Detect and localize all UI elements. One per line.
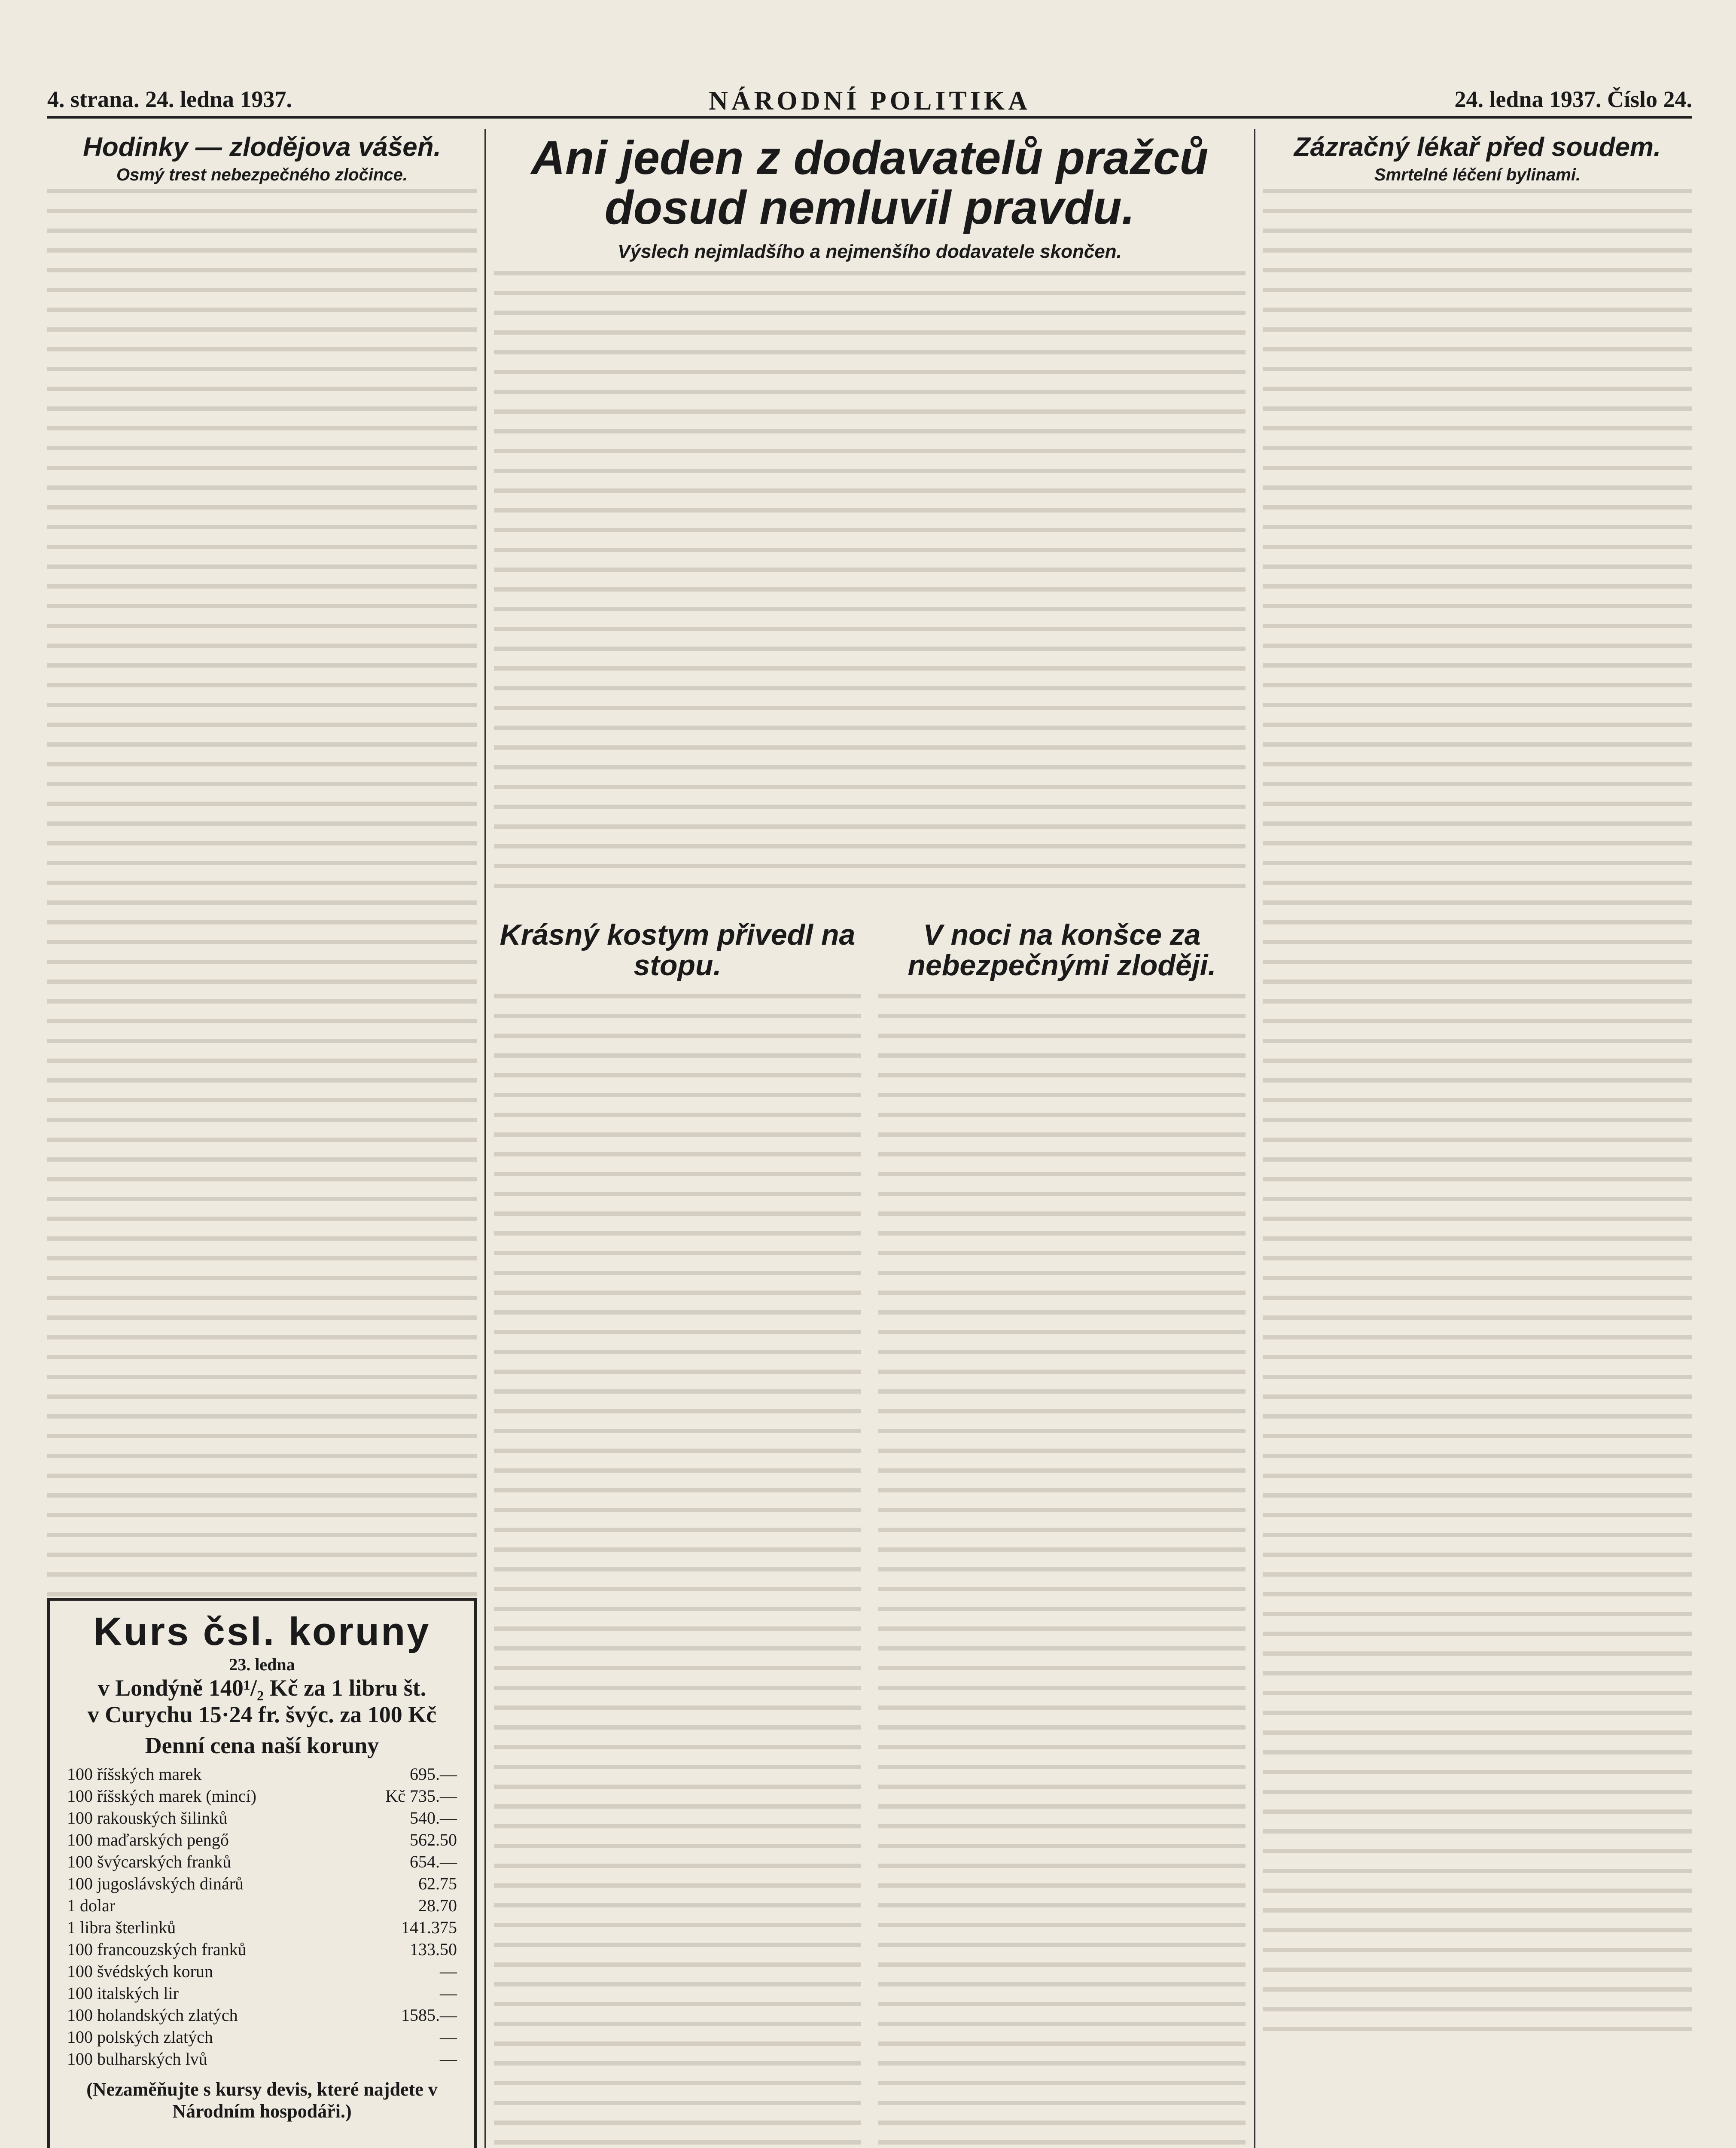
article-headline: Hodinky — zlodějova vášeň.: [83, 132, 441, 162]
currency-footer: (Nezaměňujte s kursy devis, které najdete v Národním hospodáři.): [86, 2079, 438, 2122]
currency-row: [58, 1916, 466, 1938]
article-headline: Zázračný lékař před soudem.: [1294, 132, 1661, 162]
left-column: [47, 129, 477, 2148]
currency-row: [58, 1895, 466, 1916]
currency-value: 28.70: [418, 1896, 457, 1915]
currency-table: [58, 1763, 466, 2070]
currency-label: 100 francouzských franků: [67, 1940, 247, 1959]
currency-value: —: [440, 2027, 457, 2047]
currency-row: [58, 1938, 466, 1960]
masthead: [47, 77, 1692, 119]
currency-row: [58, 2004, 466, 2026]
center-column: [494, 129, 1246, 2148]
currency-value: —: [440, 2049, 457, 2069]
article-body: [878, 994, 1246, 2148]
currency-value: 654.—: [410, 1852, 457, 1871]
currency-label: 100 švédských korun: [67, 1962, 213, 1981]
currency-value: 133.50: [410, 1940, 457, 1959]
page-date-left: 4. strana. 24. ledna 1937.: [47, 86, 292, 112]
currency-label: 100 italských lir: [67, 1983, 179, 2003]
currency-label: 100 holandských zlatých: [67, 2005, 238, 2025]
currency-label: 1 libra šterlinků: [67, 1918, 176, 1937]
currency-row: [58, 1982, 466, 2004]
currency-value: 141.375: [401, 1918, 457, 1937]
currency-label: 100 švýcarských franků: [67, 1852, 231, 1871]
issue-number: 24. ledna 1937. Číslo 24.: [1454, 86, 1692, 112]
currency-title: Kurs čsl. koruny: [93, 1610, 431, 1654]
currency-row: [58, 1829, 466, 1851]
article-subheadline: Osmý trest nebezpečného zločince.: [116, 165, 408, 185]
currency-value: Kč 735.—: [385, 1786, 457, 1806]
currency-value: 540.—: [410, 1808, 457, 1828]
currency-box: [47, 1598, 477, 2148]
currency-row: [58, 1851, 466, 1873]
currency-row: [58, 1785, 466, 1807]
london-rate: v Londýně 140¹/₂ Kč za 1 libru št.: [97, 1675, 426, 1701]
currency-row: [58, 1960, 466, 1982]
currency-label: 100 říšských marek: [67, 1764, 202, 1784]
currency-label: 100 říšských marek (mincí): [67, 1786, 256, 1806]
column-divider: [484, 129, 486, 2148]
currency-label: 1 dolar: [67, 1896, 116, 1915]
currency-row: [58, 2026, 466, 2048]
article-body: [47, 189, 477, 1607]
currency-row: [58, 1807, 466, 1829]
currency-value: 1585.—: [401, 2005, 457, 2025]
article-headline: V noci na konšce za nebezpečnými zloději.: [908, 918, 1216, 982]
currency-label: 100 maďarských pengő: [67, 1830, 229, 1849]
currency-row: [58, 1763, 466, 1785]
currency-row: [58, 2048, 466, 2070]
currency-value: 562.50: [410, 1830, 457, 1849]
currency-subtitle: Denní cena naší koruny: [145, 1733, 379, 1758]
currency-value: —: [440, 1983, 457, 2003]
currency-row: [58, 1873, 466, 1895]
currency-label: 100 bulharských lvů: [67, 2049, 207, 2069]
lead-headline: Ani jeden z dodavatelů pražců dosud nemluvil pravdu.: [531, 131, 1209, 234]
right-column: [1263, 129, 1692, 2148]
currency-value: 695.—: [410, 1764, 457, 1784]
article-headline: Krásný kostym přivedl na stopu.: [499, 918, 856, 982]
currency-value: —: [440, 1962, 457, 1981]
article-body: [1263, 189, 1692, 2036]
currency-label: 100 polských zlatých: [67, 2027, 213, 2047]
lead-subheadline: Výslech nejmladšího a nejmenšího dodavatele skončen.: [618, 241, 1122, 262]
zurich-rate: v Curychu 15·24 fr. švýc. za 100 Kč: [87, 1702, 437, 1727]
column-divider: [1254, 129, 1255, 2148]
article-subheadline: Smrtelné léčení bylinami.: [1374, 165, 1581, 185]
currency-label: 100 rakouských šilinků: [67, 1808, 228, 1828]
newspaper-title: NÁRODNÍ POLITIKA: [709, 86, 1031, 116]
currency-value: 62.75: [418, 1874, 457, 1893]
currency-label: 100 jugoslávských dinárů: [67, 1874, 244, 1893]
lead-article-body: [494, 271, 1246, 894]
currency-date: 23. ledna: [229, 1655, 295, 1674]
article-body: [494, 994, 861, 2148]
